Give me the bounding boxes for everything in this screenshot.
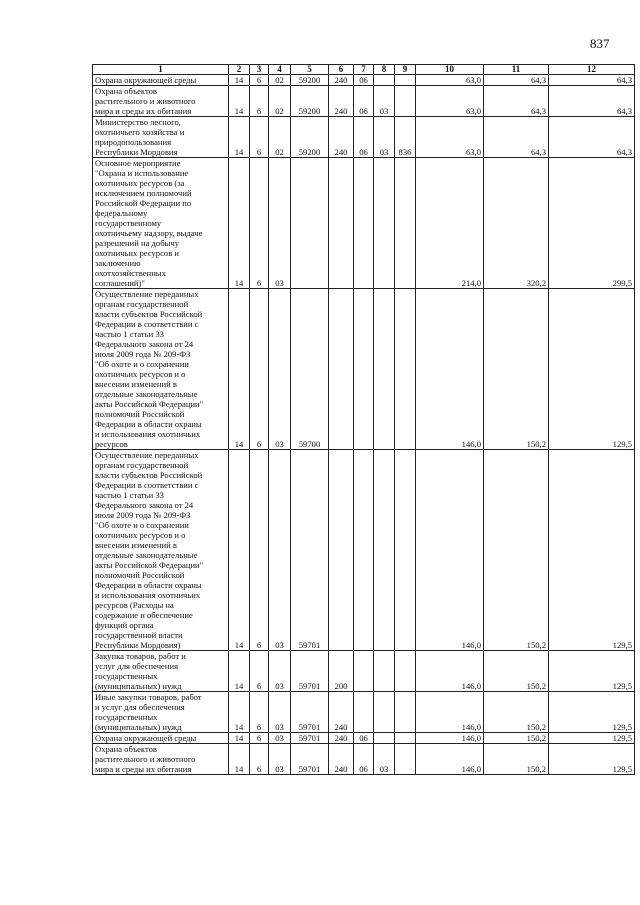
code-cell <box>374 651 395 692</box>
code-cell: 06 <box>354 117 374 158</box>
code-cell: 6 <box>250 75 269 86</box>
row-name: Охрана объектов растительного и животного мира и среды их обитания <box>93 744 229 775</box>
column-header: 2 <box>229 65 250 75</box>
row-name: Охрана окружающей среды <box>93 733 229 744</box>
column-header: 10 <box>416 65 484 75</box>
code-cell <box>395 86 416 117</box>
code-cell <box>354 651 374 692</box>
code-cell: 06 <box>354 733 374 744</box>
table-row <box>93 651 635 692</box>
code-cell: 03 <box>269 744 291 775</box>
code-cell <box>395 158 416 289</box>
code-cell: 240 <box>329 75 354 86</box>
table-row <box>93 86 635 117</box>
value-cell: 63,0 <box>416 75 484 86</box>
value-cell: 64,3 <box>484 86 549 117</box>
code-cell: 240 <box>329 744 354 775</box>
column-header: 7 <box>354 65 374 75</box>
table-row <box>93 733 635 744</box>
value-cell: 146,0 <box>416 651 484 692</box>
code-cell: 03 <box>269 158 291 289</box>
value-cell: 214,0 <box>416 158 484 289</box>
code-cell: 240 <box>329 86 354 117</box>
value-cell: 150,2 <box>484 450 549 651</box>
value-cell: 150,2 <box>484 733 549 744</box>
value-cell: 64,3 <box>484 117 549 158</box>
code-cell: 6 <box>250 158 269 289</box>
value-cell: 146,0 <box>416 450 484 651</box>
code-cell: 6 <box>250 733 269 744</box>
code-cell <box>395 744 416 775</box>
column-header: 11 <box>484 65 549 75</box>
row-name: Министерство лесного, охотничьего хозяйства и природопользования Республики Мордовия <box>93 117 229 158</box>
code-cell: 240 <box>329 733 354 744</box>
code-cell <box>395 651 416 692</box>
code-cell: 59701 <box>291 450 329 651</box>
code-cell <box>329 289 354 450</box>
code-cell: 6 <box>250 289 269 450</box>
code-cell: 836 <box>395 117 416 158</box>
code-cell: 14 <box>229 289 250 450</box>
value-cell: 129,5 <box>549 733 635 744</box>
code-cell <box>374 450 395 651</box>
value-cell: 150,2 <box>484 289 549 450</box>
code-cell <box>374 75 395 86</box>
code-cell: 59200 <box>291 75 329 86</box>
code-cell: 06 <box>354 744 374 775</box>
code-cell: 6 <box>250 86 269 117</box>
code-cell <box>329 450 354 651</box>
value-cell: 146,0 <box>416 692 484 733</box>
code-cell: 59701 <box>291 733 329 744</box>
code-cell: 06 <box>354 86 374 117</box>
value-cell: 146,0 <box>416 289 484 450</box>
code-cell <box>354 692 374 733</box>
value-cell: 129,5 <box>549 450 635 651</box>
value-cell: 64,3 <box>549 86 635 117</box>
page-number: 837 <box>590 36 610 51</box>
code-cell: 02 <box>269 86 291 117</box>
code-cell: 06 <box>354 75 374 86</box>
code-cell <box>395 692 416 733</box>
code-cell: 59701 <box>291 744 329 775</box>
code-cell: 03 <box>374 86 395 117</box>
code-cell <box>374 733 395 744</box>
value-cell: 129,5 <box>549 289 635 450</box>
code-cell: 59200 <box>291 117 329 158</box>
column-header: 1 <box>93 65 229 75</box>
code-cell <box>395 289 416 450</box>
code-cell <box>395 75 416 86</box>
code-cell <box>354 289 374 450</box>
code-cell <box>374 289 395 450</box>
row-name: Иные закупки товаров, работ и услуг для обеспечения государственных (муниципальных) нужд <box>93 692 229 733</box>
column-header: 4 <box>269 65 291 75</box>
code-cell <box>395 450 416 651</box>
code-cell: 14 <box>229 733 250 744</box>
value-cell: 150,2 <box>484 651 549 692</box>
code-cell: 200 <box>329 651 354 692</box>
row-name: Охрана окружающей среды <box>93 75 229 86</box>
table-row <box>93 289 635 450</box>
column-header: 9 <box>395 65 416 75</box>
column-header: 6 <box>329 65 354 75</box>
value-cell: 63,0 <box>416 86 484 117</box>
value-cell: 146,0 <box>416 733 484 744</box>
value-cell: 129,5 <box>549 744 635 775</box>
code-cell: 14 <box>229 117 250 158</box>
table-row <box>93 158 635 289</box>
code-cell: 14 <box>229 158 250 289</box>
row-name: Охрана объектов растительного и животного мира и среды их обитания <box>93 86 229 117</box>
value-cell: 320,2 <box>484 158 549 289</box>
row-name: Основное мероприятие "Охрана и использование охотничьих ресурсов (за исключением полномочий Российской Федерации по федеральному государственному охотничьему надзору, выдаче разрешений на добычу охотничьих ресурсов и заключению охотхозяйственных соглашений)" <box>93 158 229 289</box>
code-cell: 14 <box>229 744 250 775</box>
code-cell: 59700 <box>291 289 329 450</box>
code-cell: 03 <box>374 117 395 158</box>
code-cell: 6 <box>250 117 269 158</box>
code-cell <box>354 450 374 651</box>
code-cell: 03 <box>269 733 291 744</box>
code-cell: 59701 <box>291 692 329 733</box>
value-cell: 150,2 <box>484 692 549 733</box>
value-cell: 63,0 <box>416 117 484 158</box>
row-name: Осуществление переданных органам государственной власти субъектов Российской Федерации в соответствии с частью 1 статьи 33 Федерального закона от 24 июля 2009 года № 209-ФЗ "Об охоте и о сохранении охотничьих ресурсов и о внесении изменений в отдельные законодательные акты Российской Федерации" полномочий Российской Федерации в области охраны и использования охотничьих ресурсов (Расходы на содержание и обеспечение функций органа государственной власти Республики Мордовия) <box>93 450 229 651</box>
code-cell: 14 <box>229 651 250 692</box>
code-cell: 14 <box>229 75 250 86</box>
value-cell: 129,5 <box>549 651 635 692</box>
table-row <box>93 692 635 733</box>
code-cell: 59701 <box>291 651 329 692</box>
value-cell: 146,0 <box>416 744 484 775</box>
code-cell: 240 <box>329 692 354 733</box>
code-cell: 14 <box>229 450 250 651</box>
code-cell: 03 <box>269 450 291 651</box>
value-cell: 129,5 <box>549 692 635 733</box>
code-cell: 03 <box>269 692 291 733</box>
code-cell <box>354 158 374 289</box>
code-cell: 14 <box>229 692 250 733</box>
code-cell: 02 <box>269 75 291 86</box>
code-cell <box>374 692 395 733</box>
code-cell: 6 <box>250 450 269 651</box>
column-header: 8 <box>374 65 395 75</box>
column-header: 5 <box>291 65 329 75</box>
value-cell: 299,5 <box>549 158 635 289</box>
table-row <box>93 450 635 651</box>
value-cell: 64,3 <box>549 117 635 158</box>
row-name: Закупка товаров, работ и услуг для обеспечения государственных (муниципальных) нужд <box>93 651 229 692</box>
value-cell: 64,3 <box>549 75 635 86</box>
column-header: 3 <box>250 65 269 75</box>
table-row <box>93 744 635 775</box>
code-cell <box>395 733 416 744</box>
value-cell: 64,3 <box>484 75 549 86</box>
table-row <box>93 117 635 158</box>
table-row <box>93 75 635 86</box>
column-header: 12 <box>549 65 635 75</box>
row-name: Осуществление переданных органам государственной власти субъектов Российской Федерации в соответствии с частью 1 статьи 33 Федерального закона от 24 июля 2009 года № 209-ФЗ "Об охоте и о сохранении охотничьих ресурсов и о внесении изменений в отдельные законодательные акты Российской Федерации" полномочий Российской Федерации в области охраны и использования охотничьих ресурсов <box>93 289 229 450</box>
code-cell <box>374 158 395 289</box>
code-cell: 02 <box>269 117 291 158</box>
code-cell: 240 <box>329 117 354 158</box>
budget-table <box>92 64 635 775</box>
code-cell: 03 <box>269 651 291 692</box>
code-cell: 59200 <box>291 86 329 117</box>
code-cell: 6 <box>250 744 269 775</box>
code-cell: 6 <box>250 692 269 733</box>
code-cell: 14 <box>229 86 250 117</box>
code-cell <box>329 158 354 289</box>
code-cell: 6 <box>250 651 269 692</box>
header-row <box>93 65 635 75</box>
code-cell: 03 <box>374 744 395 775</box>
value-cell: 150,2 <box>484 744 549 775</box>
code-cell <box>291 158 329 289</box>
code-cell: 03 <box>269 289 291 450</box>
